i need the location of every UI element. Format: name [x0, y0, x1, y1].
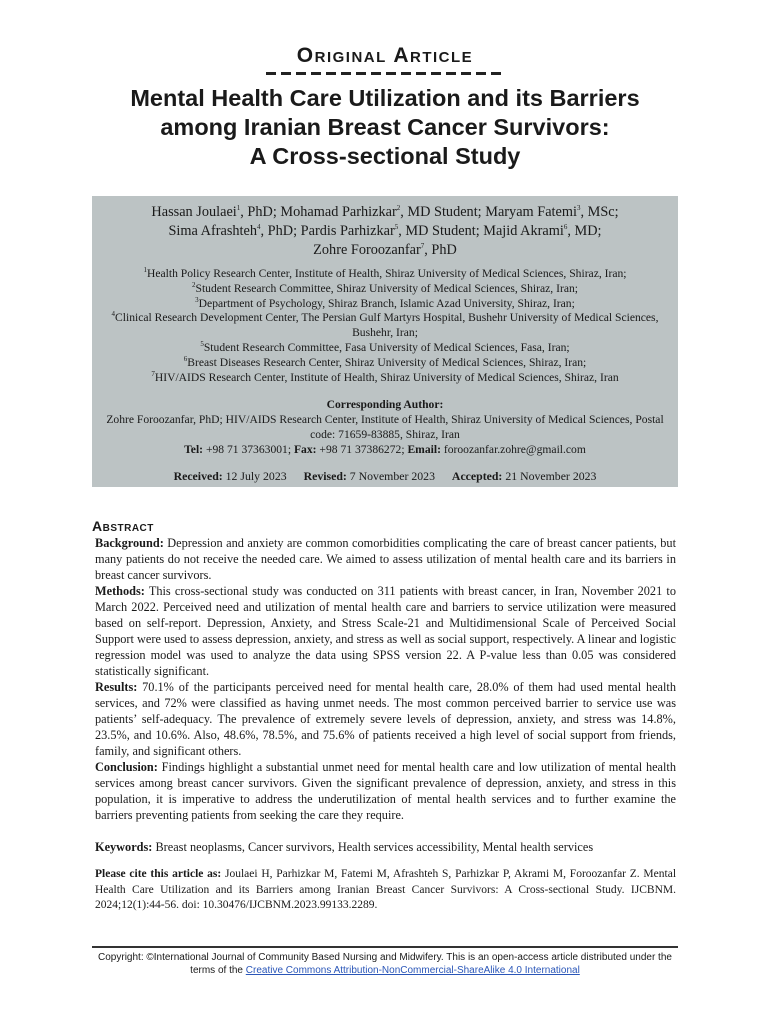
footer-divider	[92, 946, 678, 948]
affiliation: $^4$Clinical Research Development Center, The Persian Gulf Martyrs Hospital, Bushehr University of Medical Sciences, Bushehr, Iran;	[111, 310, 659, 340]
keywords: Keywords: Breast neoplasms, Cancer survivors, Health services accessibility, Mental health services	[95, 840, 594, 854]
section-label-underline	[266, 72, 506, 75]
corresponding-heading: Corresponding Author:	[326, 398, 444, 411]
affiliation: $^3$Department of Psychology, Shiraz Branch, Islamic Azad University, Shiraz, Iran;	[195, 295, 575, 310]
author: Sima Afrashteh$^4$, PhD;	[168, 223, 298, 239]
contact-line: Tel: +98 71 37363001; Fax: +98 71 37386272; Email: foroozanfar.zohre@gmail.com	[184, 443, 586, 456]
corresponding-text: Zohre Foroozanfar, PhD; HIV/AIDS Research Center, Institute of Health, Shiraz University of Medical Sciences, Postal code: 71659-83885, Shiraz, Iran	[106, 413, 664, 441]
article-dates	[92, 469, 678, 484]
received-date: Received: 12 July 2023	[173, 469, 287, 483]
license-link[interactable]: Creative Commons Attribution-NonCommercial-ShareAlike 4.0 International	[245, 965, 580, 976]
author: Hassan Joulaei$^1$, PhD;	[151, 204, 277, 220]
affiliation: $^5$Student Research Committee, Fasa University of Medical Sciences, Fasa, Iran;	[200, 340, 570, 354]
copyright-footer: Copyright: ©International Journal of Community Based Nursing and Midwifery. This is an open-access article distributed under the terms of the Creative Commons Attribution-NonCommercial-ShareAlike 4.0 International	[98, 952, 672, 976]
abstract-background: Background: Depression and anxiety are common comorbidities complicating the care of breast cancer patients, but many patients do not receive the needed care. We aimed to assess utilization of mental health care and its barriers in breast cancer survivors.	[95, 536, 677, 582]
section-label: Original Article	[296, 44, 474, 67]
accepted-date: Accepted: 21 November 2023	[451, 469, 597, 483]
affiliation: $^6$Breast Diseases Research Center, Shiraz University of Medical Sciences, Shiraz, Iran;	[183, 354, 587, 369]
author: Mohamad Parhizkar$^2$, MD Student;	[280, 204, 482, 220]
author: Zohre Foroozanfar$^7$, PhD	[313, 242, 457, 258]
affiliation-list	[96, 267, 674, 385]
corresponding-author	[96, 397, 674, 457]
title-line: among Iranian Breast Cancer Survivors:	[160, 114, 610, 140]
author-list	[92, 203, 678, 260]
abstract-results: Results: 70.1% of the participants perceived need for mental health care, 28.0% of them had used mental health services, and 72% were classified as having unmet needs. The most common perceived barrier to service use was patients’ self-adequacy. The prevalence of extremely severe levels of depression, anxiety, and stress was 14.8%, 23.5%, and 10.6%. Also, 48.6%, 78.5%, and 75.6% of patients received a high level of social support from friends, family, and significant others.	[95, 680, 676, 758]
article-title	[60, 84, 710, 171]
affiliation: $^2$Student Research Committee, Shiraz University of Medical Sciences, Shiraz, Iran;	[192, 280, 578, 295]
title-line: A Cross-sectional Study	[249, 143, 521, 169]
abstract-conclusion: Conclusion: Findings highlight a substantial unmet need for mental health care and low utilization of mental health services among breast cancer survivors. Given the significant prevalence of depression, anxiety, and stress in this population, it is imperative to address the underutilization of mental health services and to further examine the barriers preventing patients from seeking the care they require.	[95, 760, 676, 822]
title-line: Mental Health Care Utilization and its Barriers	[130, 85, 640, 111]
author: Pardis Parhizkar$^5$, MD Student;	[300, 223, 480, 239]
citation: Please cite this article as: Joulaei H, Parhizkar M, Fatemi M, Afrashteh S, Parhizkar P, Akrami M, Foroozanfar Z. Mental Health Care Utilization and its Barriers among Iranian Breast Cancer Survivors: A Cross-sectional Study. IJCBNM. 2024;12(1):44-56. doi: 10.30476/IJCBNM.2023.99133.2289.	[95, 868, 677, 911]
abstract-methods: Methods: This cross-sectional study was conducted on 311 patients with breast cancer, in Iran, November 2021 to March 2022. Perceived need and utilization of mental health care and barriers to service utilization were measured based on self-report. Depression, Anxiety, and Stress Scale-21 and Multidimensional Scale of Perceived Social Support were used to assess depression, anxiety, and stress as well as social support, respectively. A linear and logistic regression model was used to analyze the data using SPSS version 22. A P-value less than 0.05 was considered statistically significant.	[95, 584, 677, 678]
affiliation: $^7$HIV/AIDS Research Center, Institute of Health, Shiraz University of Medical Sciences, Shiraz, Iran	[151, 369, 619, 384]
author: Maryam Fatemi$^3$, MSc;	[485, 204, 619, 220]
author: Majid Akrami$^6$, MD;	[483, 223, 602, 239]
email-link[interactable]: foroozanfar.zohre@gmail.com	[443, 443, 586, 456]
affiliation: $^1$Health Policy Research Center, Institute of Health, Shiraz University of Medical Sciences, Shiraz, Iran;	[143, 266, 627, 280]
revised-date: Revised: 7 November 2023	[303, 469, 435, 483]
abstract-heading: Abstract	[92, 518, 154, 534]
abstract-body	[95, 535, 676, 823]
